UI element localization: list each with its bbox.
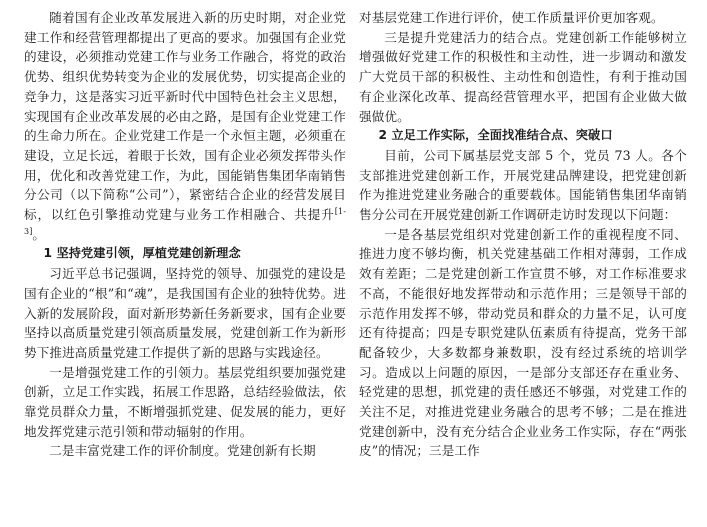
point-2-paragraph: 二是丰富党建工作的评价制度。党建创新有长期 [49, 443, 316, 459]
right-column [359, 8, 687, 461]
intro-paragraph [24, 8, 346, 244]
section-2-paragraph: 目前，公司下属基层党支部 5 个，党员 73 人。各个支部推进党建创新工作，开展党建品牌建设，把党建创新作为推进党建业务融合的重要载体。国能销售集团华南销售分公司在开展党建创新工作调研走访时发现以下问题： [359, 147, 687, 223]
left-column [24, 8, 346, 461]
continued-line: 对基层党建工作进行评价，使工作质量评价更加客观。 [359, 10, 664, 25]
intro-end: 。 [32, 226, 46, 242]
section-2-heading: 2 立足工作实际，全面找准结合点、突破口 [378, 128, 613, 143]
citation-superscript: [1-3] [24, 206, 346, 236]
intro-text: 随着国有企业改革发展进入新的历史时期，对企业党建工作和经营管理都提出了更高的要求。加强国有企业党的建设，必须推动党建工作与业务工作融合，将党的政治优势、组织优势转变为企业的发展优势，切实提高企业的竞争力，这是落实习近平新时代中国特色社会主义思想，实现国有企业改革发展的必由之路，是国有企业党建工作的生命力所在。企业党建工作是一个永恒主题，必须重在建设，立足长远，着眼于长效，国有企业必须发挥带头作用，优化和改善党建工作，为此，国能销售集团华南销售分公司（以下简称“公司”），紧密结合企业的经营发展目标，以红色引擎推动党建与业务工作相融合、共提升 [24, 10, 346, 223]
problems-paragraph: 一是各基层党组织对党建创新工作的重视程度不同、推进力度不够均衡，机关党建基础工作相对薄弱，工作成效有差距；二是党建创新工作宣贯不够，对工作标准要求不高，不能很好地发挥带动和示范作用；三是领导干部的示范作用发挥不够，带动党员和群众的力量不足，认可度还有待提高；四是专职党建队伍素质有待提高，党务干部配备较少，大多数都身兼数职，没有经过系统的培训学习。造成以上问题的原因，一是部分支部还存在重业务、轻党建的思想，抓党建的责任感还不够强，对党建工作的关注不足，对推进党建业务融合的思考不够；二是在推进党建创新中，没有充分结合企业业务工作实际，存在“两张皮”的情况；三是工作 [359, 226, 687, 459]
section-1-paragraph: 习近平总书记强调，坚持党的领导、加强党的建设是国有企业的“根”和“魂”，是我国国有企业的独特优势。进入新的发展阶段，面对新形势新任务新要求，国有企业要坚持以高质量党建引领高质量发展，党建创新工作为新形势下推进高质量党建工作提供了新的思路与实践途径。 [24, 266, 346, 360]
section-1-heading: 1 坚持党建引领，厚植党建创新理念 [43, 246, 241, 261]
point-3-paragraph: 三是提升党建活力的结合点。党建创新工作能够树立增强做好党建工作的积极性和主动性，进一步调动和激发广大党员干部的积极性、主动性和创造性，有利于推动国有企业深化改革、提高经营管理水平，把国有企业做大做强做优。 [359, 29, 687, 124]
point-1-paragraph: 一是增强党建工作的引领力。基层党组织要加强党建创新，立足工作实践，拓展工作思路，总结经验做法，依靠党员群众力量，不断增强抓党建、促发展的能力，更好地发挥党建示范引领和带动辐射的作用。 [24, 364, 346, 439]
